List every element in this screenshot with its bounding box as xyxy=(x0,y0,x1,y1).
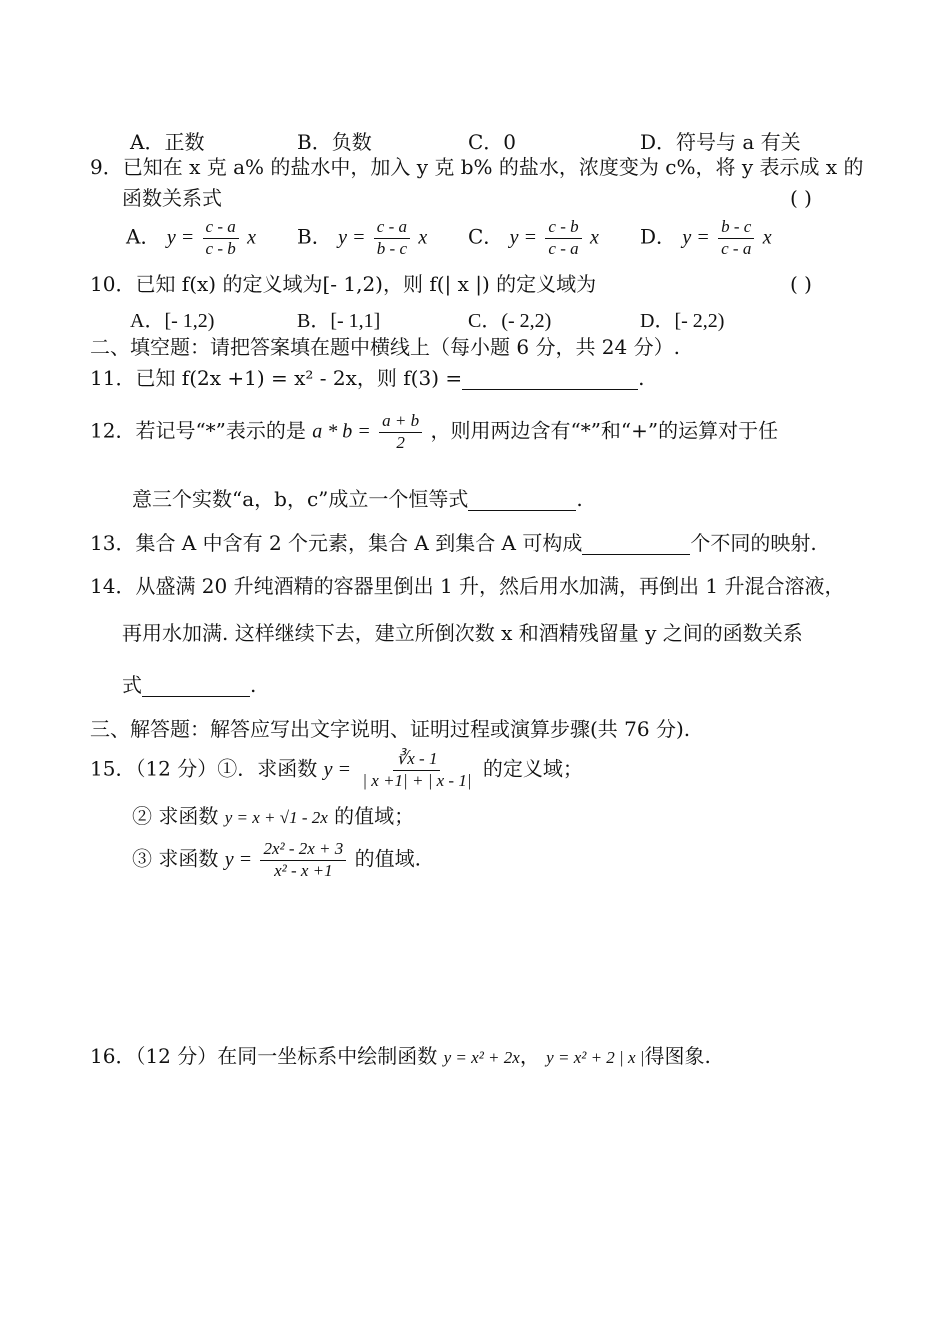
q15-p1-fraction xyxy=(359,750,474,790)
q15-p1-post: 的定义域； xyxy=(482,756,583,781)
q12-line2-text: 意三个实数“a，b，c”成立一个恒等式 xyxy=(132,487,469,511)
fraction-numerator: b - c xyxy=(718,218,754,239)
option-tail: x xyxy=(589,226,599,249)
q12-lhs: a * b = xyxy=(312,420,371,443)
q14-line1: 14．从盛满 20 升纯酒精的容器里倒出 1 升，然后用水加满，再倒出 1 升混合溶液， xyxy=(90,574,845,598)
option-lhs: y = xyxy=(509,226,538,249)
q9-option-b xyxy=(297,218,427,258)
q12-post: ，则用两边含有“*”和“+”的运算对于任 xyxy=(430,418,779,443)
fraction-numerator: 2x² - 2x + 3 xyxy=(260,840,346,861)
q15-p3-pre: ③ 求函数 xyxy=(132,846,219,871)
q15-part1 xyxy=(90,750,583,790)
q13-answer-blank[interactable] xyxy=(582,534,690,555)
option-fraction xyxy=(718,218,754,258)
q8-option-c: C．0 xyxy=(468,130,517,154)
q10-option-d: D．[- 2,2) xyxy=(640,310,725,332)
q10-option-c: C．(- 2,2) xyxy=(468,310,552,332)
q15-p3-post: 的值域. xyxy=(354,846,421,871)
q9-answer-paren: ( ) xyxy=(790,186,812,210)
q9-option-a xyxy=(126,218,256,258)
q8-option-d: D．符号与 a 有关 xyxy=(640,130,801,154)
q8-option-a: A．正数 xyxy=(130,130,205,154)
q12-pre: 12．若记号“*”表示的是 xyxy=(90,418,306,443)
option-lhs: y = xyxy=(682,226,710,249)
q15-part2 xyxy=(132,804,414,828)
fraction-numerator: a + b xyxy=(379,412,422,433)
q11-answer-blank[interactable] xyxy=(462,369,638,390)
q16-f1: y = x² + 2x xyxy=(443,1048,520,1067)
q15-p2-expr: y = x + √1 - 2x xyxy=(224,808,328,827)
q16-f2: y = x² + 2 | x | xyxy=(546,1048,645,1067)
fraction-numerator: ∛x - 1 xyxy=(393,750,440,771)
q14-line2: 再用水加满. 这样继续下去，建立所倒次数 x 和酒精残留量 y 之间的函数关系 xyxy=(122,621,803,645)
fraction-numerator: c - a xyxy=(203,218,239,239)
fraction-denominator: c - b xyxy=(205,238,236,258)
fraction-denominator: c - a xyxy=(721,238,752,258)
q11 xyxy=(90,366,644,390)
fraction-denominator: | x +1| + | x - 1| xyxy=(362,770,472,790)
q15-p3-fraction xyxy=(260,840,346,880)
q13 xyxy=(90,531,817,555)
q11-text: 11．已知 f(2x +1) = x² - 2x，则 f(3) = xyxy=(90,366,463,390)
q16 xyxy=(90,1044,711,1068)
q16-text: 16．（12 分）在同一坐标系中绘制函数 xyxy=(90,1044,438,1068)
q15-p1-lhs: y = xyxy=(323,758,351,781)
q15-part3 xyxy=(132,840,421,880)
q10-text: 10．已知 f(x) 的定义域为[- 1,2)，则 f(| x |) 的定义域为 xyxy=(90,272,597,296)
q15-p2-pre: ② 求函数 xyxy=(132,804,219,828)
fraction-numerator: c - b xyxy=(545,218,581,239)
q16-end: 得图象. xyxy=(644,1044,711,1068)
option-fraction xyxy=(545,218,581,258)
q9-line1: 9．已知在 x 克 a% 的盐水中，加入 y 克 b% 的盐水，浓度变为 c%，将 y 表示成 x 的 xyxy=(90,155,864,179)
q12-fraction xyxy=(379,412,422,452)
q12-answer-blank[interactable] xyxy=(468,490,576,511)
q14-line3 xyxy=(122,673,256,697)
q10-option-b: B．[- 1,1] xyxy=(297,310,381,332)
q9-option-c xyxy=(468,218,599,258)
fraction-denominator: x² - x +1 xyxy=(274,860,333,880)
option-label: B． xyxy=(297,224,332,249)
q12-line2 xyxy=(132,487,583,511)
section3-heading: 三、解答题：解答应写出文字说明、证明过程或演算步骤(共 76 分). xyxy=(90,717,691,741)
option-fraction xyxy=(203,218,239,258)
option-tail: x xyxy=(418,226,428,249)
q14-line3-text: 式 xyxy=(122,673,142,697)
option-label: A． xyxy=(126,224,161,249)
q12-line1 xyxy=(90,412,778,452)
q15-p3-lhs: y = xyxy=(224,848,253,871)
q14-answer-blank[interactable] xyxy=(142,676,250,697)
q16-sep: ， xyxy=(519,1044,540,1068)
option-label: D． xyxy=(640,224,677,249)
fraction-denominator: c - a xyxy=(548,238,579,258)
option-fraction xyxy=(374,218,410,258)
option-lhs: y = xyxy=(338,226,366,249)
fraction-numerator: c - a xyxy=(374,218,410,239)
q10-answer-paren: ( ) xyxy=(790,272,812,296)
option-tail: x xyxy=(247,226,257,249)
option-tail: x xyxy=(762,226,772,249)
q11-end: . xyxy=(638,366,645,390)
q15-p1-pre: 15．（12 分）①．求函数 xyxy=(90,756,318,781)
q9-line2: 函数关系式 xyxy=(122,186,222,210)
q12-end: . xyxy=(576,487,583,511)
q10-option-a: A．[- 1,2) xyxy=(130,310,215,332)
fraction-denominator: 2 xyxy=(396,432,405,452)
q13-end: 个不同的映射. xyxy=(690,531,817,555)
q9-option-d xyxy=(640,218,772,258)
q15-p2-post: 的值域； xyxy=(334,804,415,828)
section2-heading: 二、填空题：请把答案填在题中横线上（每小题 6 分，共 24 分）. xyxy=(90,335,680,359)
q13-text: 13．集合 A 中含有 2 个元素，集合 A 到集合 A 可构成 xyxy=(90,531,583,555)
option-lhs: y = xyxy=(166,226,195,249)
fraction-denominator: b - c xyxy=(376,238,408,258)
q14-end: . xyxy=(250,673,257,697)
q8-option-b: B．负数 xyxy=(297,130,372,154)
option-label: C． xyxy=(468,224,504,249)
